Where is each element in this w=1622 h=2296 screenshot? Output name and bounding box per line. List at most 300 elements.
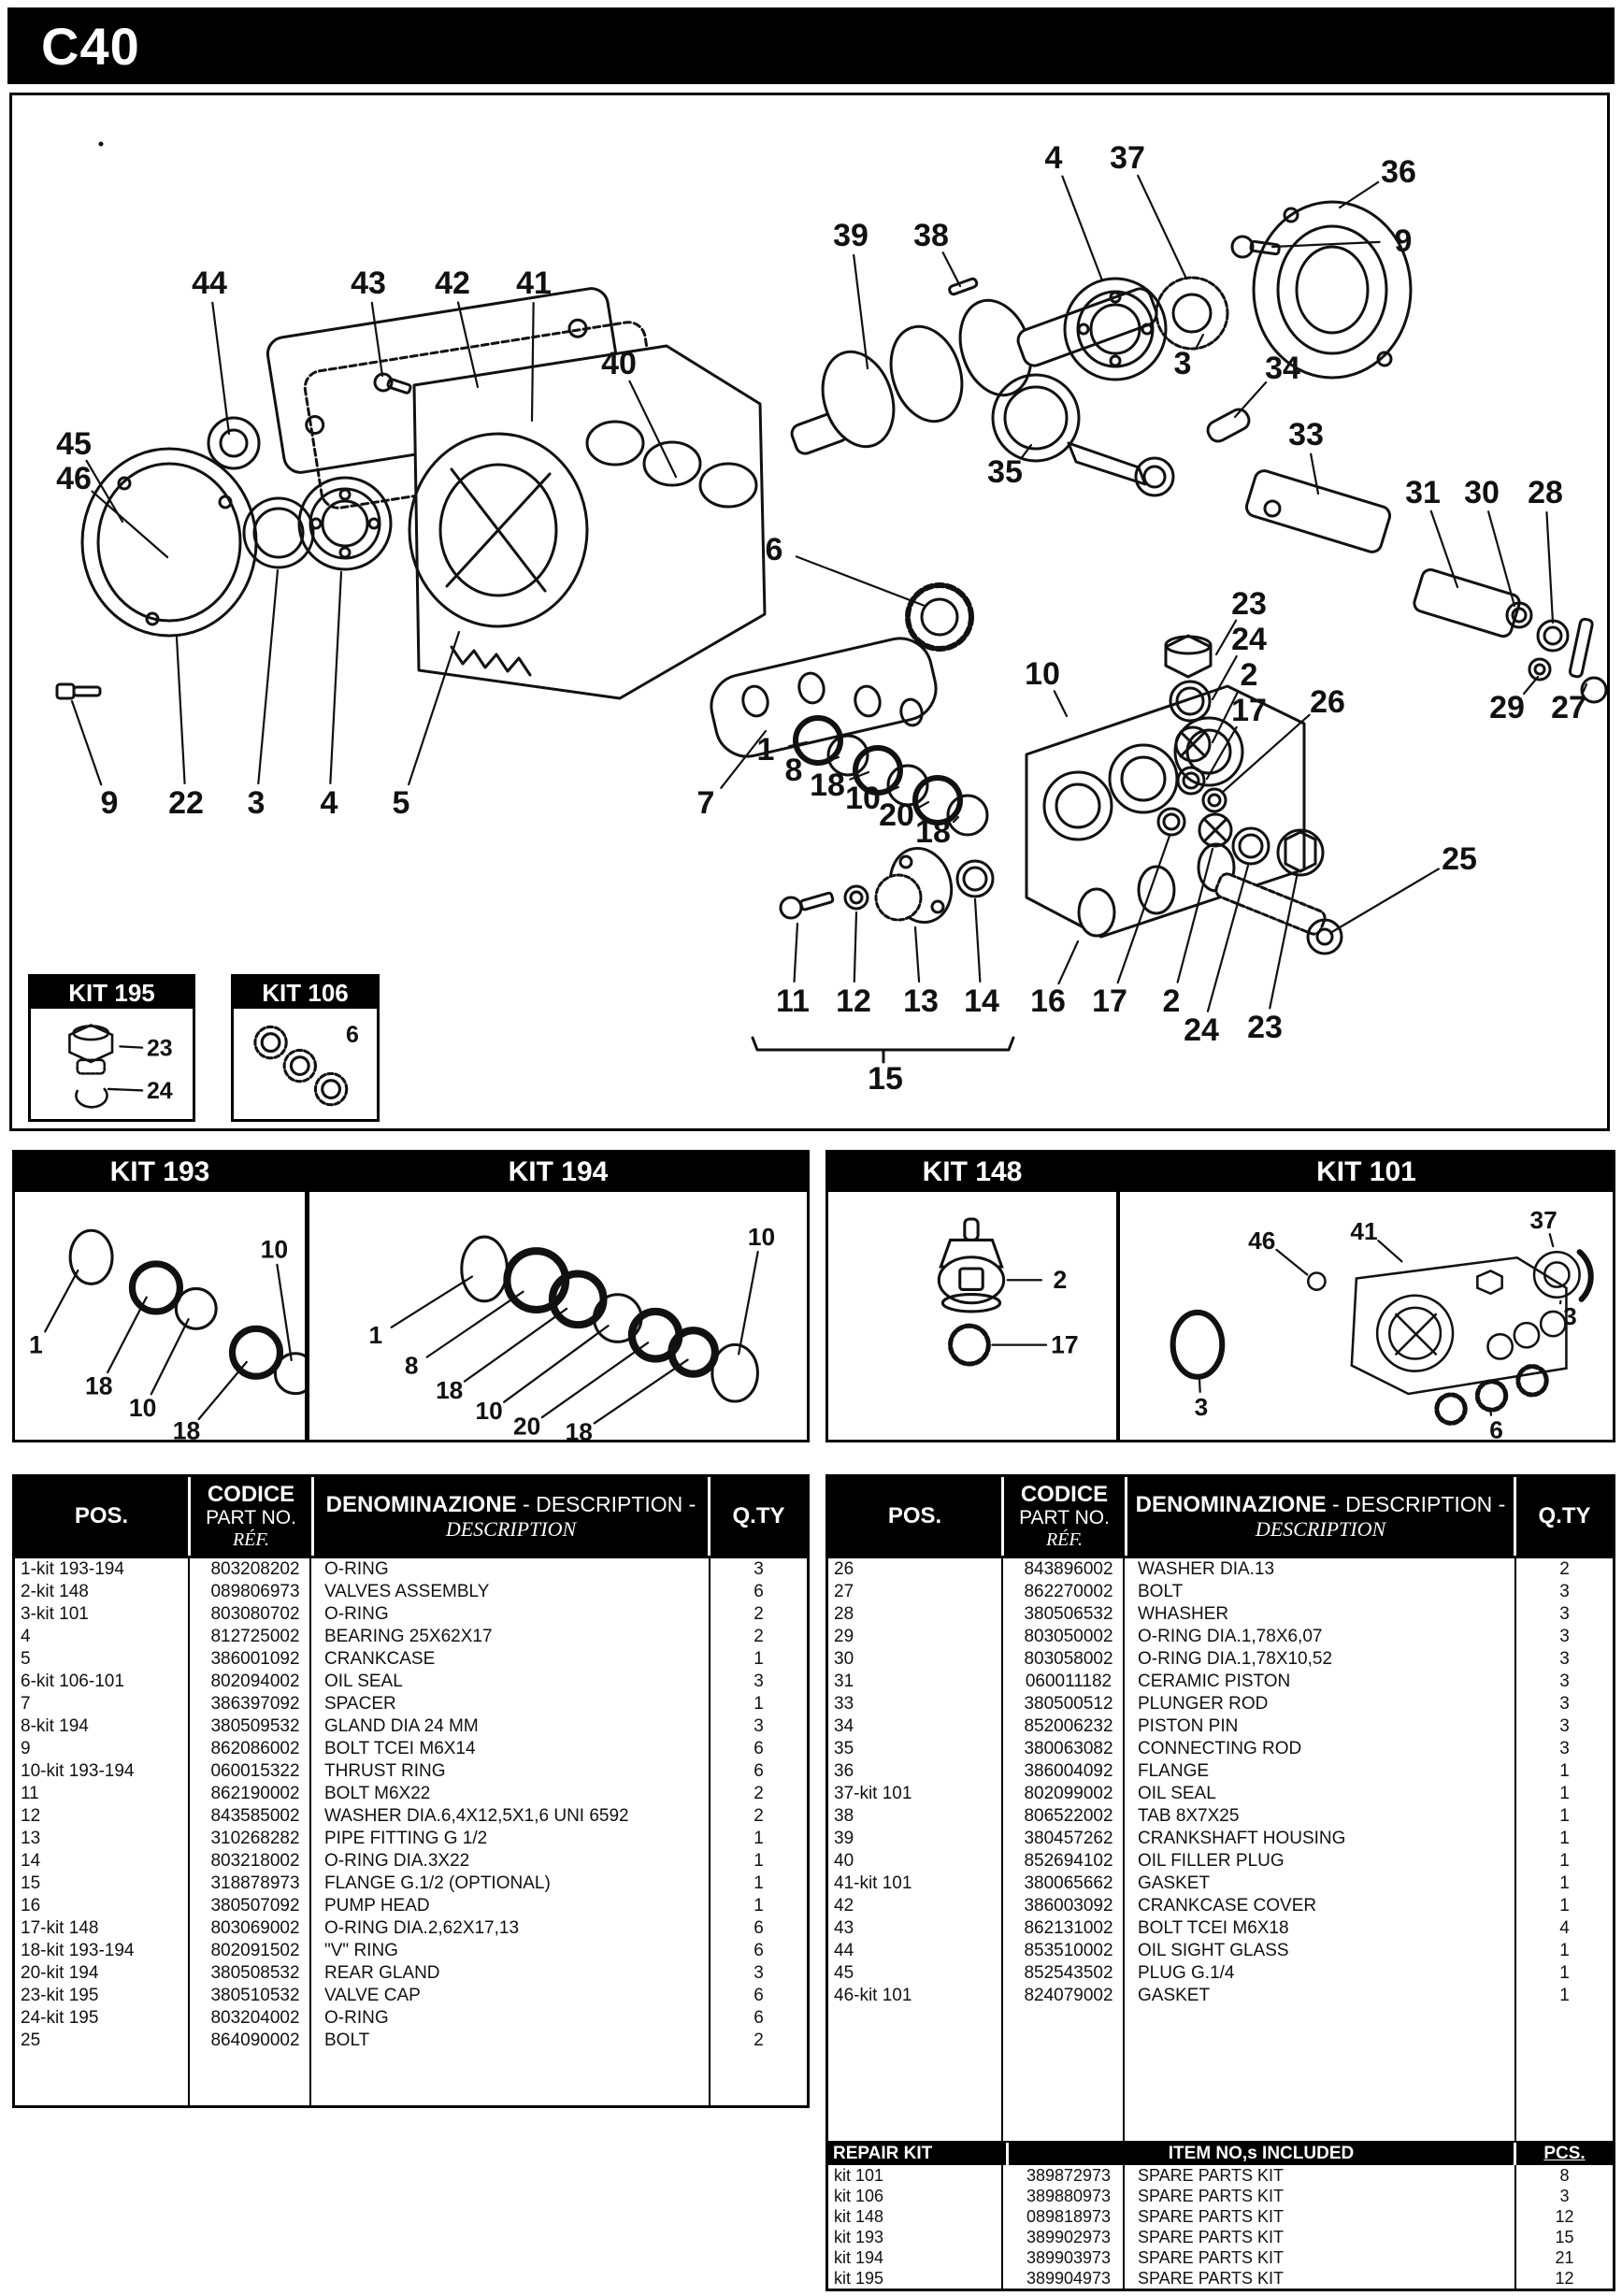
- callout-leader: [1197, 335, 1203, 348]
- part-callout-3: 3: [1173, 346, 1192, 381]
- table-row: [15, 1805, 807, 1828]
- part-callout-23: 23: [1231, 586, 1267, 622]
- table-row: [828, 1962, 1613, 1985]
- oil-sight-glass-drawing: [208, 418, 259, 468]
- table-cell: 803204002: [210, 2008, 300, 2028]
- table-cell: 2: [754, 2031, 764, 2050]
- table-row: [828, 1850, 1613, 1873]
- table-cell: PISTON PIN: [1138, 1716, 1239, 1736]
- table-cell: O-RING DIA.1,78X6,07: [1138, 1627, 1323, 1646]
- table-cell: kit 101: [834, 2165, 884, 2185]
- table-cell: PIPE FITTING G 1/2: [324, 1829, 488, 1848]
- table-cell: SPARE PARTS KIT: [1138, 2186, 1285, 2205]
- table-cell: 27: [834, 1582, 854, 1601]
- part-callout-29: 29: [1489, 690, 1525, 725]
- ceramic-piston-drawing: [1413, 567, 1522, 639]
- part-callout-26: 26: [1310, 684, 1345, 720]
- repair-kit-rows: [828, 2165, 1613, 2289]
- table-cell: 380065662: [1024, 1873, 1113, 1893]
- table-cell: 803069002: [210, 1918, 300, 1938]
- table-row: [15, 2007, 807, 2030]
- table-cell: 852006232: [1024, 1716, 1113, 1736]
- piston-pin-drawing: [1205, 406, 1253, 444]
- table-cell: OIL FILLER PLUG: [1138, 1851, 1285, 1871]
- table-cell: 389903973: [1026, 2247, 1112, 2267]
- part-callout-8: 8: [404, 1351, 419, 1380]
- table-cell: FLANGE G.1/2 (OPTIONAL): [324, 1873, 551, 1893]
- callout-leader: [108, 1298, 147, 1372]
- part-callout-34: 34: [1265, 351, 1300, 386]
- table-cell: 20-kit 194: [21, 1963, 99, 1983]
- part-callout-27: 27: [1551, 690, 1586, 725]
- table-cell: 862086002: [210, 1739, 300, 1758]
- table-cell: O-RING: [324, 1559, 389, 1579]
- table-cell: 1: [1559, 1806, 1570, 1826]
- part-callout-1: 1: [29, 1330, 43, 1359]
- part-callout-4: 4: [1044, 140, 1063, 176]
- part-callout-10: 10: [475, 1397, 503, 1426]
- table-cell: SPARE PARTS KIT: [1138, 2247, 1285, 2267]
- table-row: [828, 2247, 1613, 2268]
- part-callout-12: 12: [836, 983, 871, 1019]
- table-row: [15, 1603, 807, 1626]
- table-cell: 3: [1559, 1672, 1570, 1691]
- part-callout-7: 7: [696, 785, 715, 821]
- table-cell: 4: [1559, 1918, 1570, 1938]
- table-cell: 2: [754, 1806, 764, 1826]
- table-row: [15, 1850, 807, 1873]
- table-cell: 39: [834, 1829, 854, 1848]
- table-cell: 45: [834, 1963, 854, 1983]
- part-callout-20: 20: [513, 1412, 541, 1440]
- table-cell: 060011182: [1025, 1672, 1112, 1691]
- part-callout-10: 10: [128, 1393, 157, 1422]
- table-cell: O-RING DIA.3X22: [324, 1851, 470, 1871]
- callout-leader: [120, 1046, 142, 1047]
- table-row: [828, 1828, 1613, 1850]
- part-callout-18: 18: [84, 1371, 113, 1400]
- part-callout-24: 24: [1231, 622, 1267, 657]
- part-callout-28: 28: [1528, 475, 1563, 510]
- part-callout-2: 2: [1240, 657, 1258, 693]
- table-row: [828, 2165, 1613, 2186]
- table-cell: 12: [21, 1806, 41, 1826]
- table-cell: kit 193: [834, 2227, 884, 2246]
- part-callout-23: 23: [1247, 1010, 1283, 1045]
- table-cell: O-RING: [324, 2008, 389, 2028]
- parts-rows-left: [15, 1558, 807, 2052]
- table-cell: CERAMIC PISTON: [1138, 1672, 1291, 1691]
- table-cell: 6: [754, 2008, 764, 2028]
- table-cell: 386397092: [210, 1694, 300, 1714]
- table-cell: 3: [1559, 1739, 1570, 1758]
- col-code: CODICE PART NO. RÉF.: [191, 1477, 311, 1556]
- table-cell: 802091502: [210, 1941, 300, 1960]
- stray-dot: [99, 142, 104, 147]
- table-cell: 7: [21, 1694, 31, 1714]
- part-callout-1: 1: [368, 1321, 383, 1350]
- table-cell: 17-kit 148: [21, 1918, 99, 1938]
- table-cell: 803218002: [210, 1851, 300, 1871]
- part-callout-31: 31: [1405, 475, 1441, 510]
- col-pos: POS.: [15, 1477, 188, 1556]
- table-row: [828, 1626, 1613, 1648]
- kit-195-title: KIT 195: [31, 977, 193, 1009]
- crankcase-drawing: [409, 346, 765, 698]
- kit-194-drawing: [309, 1192, 807, 1440]
- table-cell: kit 195: [834, 2268, 884, 2288]
- callout-leader: [1277, 1250, 1308, 1275]
- table-cell: 3: [1559, 1649, 1570, 1669]
- table-row: [828, 1760, 1613, 1783]
- table-cell: FLANGE: [1138, 1761, 1210, 1781]
- callout-leader: [919, 802, 928, 808]
- table-cell: CRANKSHAFT HOUSING: [1138, 1829, 1346, 1848]
- table-row: [828, 1895, 1613, 1917]
- table-cell: 16: [21, 1896, 41, 1916]
- table-cell: 852694102: [1024, 1851, 1113, 1871]
- part-callout-46: 46: [56, 461, 92, 496]
- part-callout-14: 14: [964, 983, 999, 1019]
- parts-table-right: [825, 1474, 1615, 2291]
- table-cell: 35: [834, 1739, 854, 1758]
- table-row: [828, 1693, 1613, 1715]
- table-cell: PUMP HEAD: [324, 1896, 430, 1916]
- table-cell: 3: [1559, 1694, 1570, 1714]
- kit-106-drawing: [234, 1009, 377, 1119]
- table-row: [828, 1715, 1613, 1738]
- part-callout-30: 30: [1464, 475, 1500, 510]
- callout-leader: [1235, 382, 1266, 417]
- col-qty: Q.TY: [1516, 1477, 1613, 1556]
- table-cell: 389880973: [1026, 2186, 1112, 2205]
- table-cell: 2: [754, 1604, 764, 1624]
- table-cell: BEARING 25X62X17: [324, 1627, 493, 1646]
- table-cell: 9: [21, 1739, 31, 1758]
- callout-leader: [795, 924, 797, 982]
- table-cell: 13: [21, 1829, 41, 1848]
- table-row: [15, 1648, 807, 1671]
- table-cell: 41-kit 101: [834, 1873, 912, 1893]
- table-cell: 1: [1559, 1851, 1570, 1871]
- bolt-9-left-drawing: [57, 684, 100, 698]
- kit-193-box: [12, 1150, 308, 1442]
- part-callout-44: 44: [192, 265, 227, 301]
- table-cell: 44: [834, 1941, 854, 1960]
- table-row: [828, 1940, 1613, 1962]
- table-row: [15, 1558, 807, 1581]
- table-cell: 386001092: [210, 1649, 300, 1669]
- part-callout-6: 6: [1489, 1415, 1503, 1440]
- table-cell: SPACER: [324, 1694, 396, 1714]
- part-callout-18: 18: [565, 1417, 593, 1440]
- table-cell: 1: [754, 1649, 764, 1669]
- table-cell: 2: [754, 1784, 764, 1803]
- callout-leader: [1138, 176, 1186, 279]
- table-cell: 2: [754, 1627, 764, 1646]
- table-cell: 6: [754, 1761, 764, 1781]
- table-cell: 1: [1559, 1829, 1570, 1848]
- table-cell: 1: [1559, 1941, 1570, 1960]
- part-callout-3: 3: [1194, 1393, 1209, 1422]
- table-row: [828, 1805, 1613, 1828]
- table-row: [828, 1783, 1613, 1805]
- table-row: [15, 1671, 807, 1693]
- part-callout-35: 35: [987, 454, 1023, 490]
- part-callout-11: 11: [776, 983, 810, 1019]
- callout-leader: [72, 701, 101, 784]
- part-callout-23: 23: [146, 1035, 173, 1062]
- callout-leader: [1330, 868, 1439, 933]
- washer-29-drawing: [1529, 659, 1550, 680]
- table-cell: GASKET: [1138, 1986, 1211, 2005]
- callout-leader: [45, 1270, 78, 1331]
- part-callout-38: 38: [913, 218, 949, 253]
- table-cell: 1: [1559, 1963, 1570, 1983]
- part-callout-18: 18: [172, 1416, 201, 1440]
- table-cell: BOLT TCEI M6X18: [1138, 1918, 1289, 1938]
- table-cell: 40: [834, 1851, 854, 1871]
- table-cell: 3: [1559, 1627, 1570, 1646]
- table-row: [828, 2186, 1613, 2206]
- table-cell: 1: [754, 1694, 764, 1714]
- table-cell: 29: [834, 1627, 854, 1646]
- table-cell: 389872973: [1026, 2165, 1112, 2185]
- callout-leader: [504, 1326, 608, 1402]
- part-callout-37: 37: [1110, 140, 1145, 176]
- kit-148-box: [825, 1150, 1119, 1442]
- kit-101-title: KIT 101: [1120, 1153, 1613, 1192]
- part-callout-10: 10: [260, 1235, 289, 1264]
- col-code: CODICE PART NO. RÉF.: [1004, 1477, 1125, 1556]
- callout-leader: [542, 1342, 648, 1417]
- part-callout-36: 36: [1381, 154, 1416, 190]
- table-cell: 37-kit 101: [834, 1784, 912, 1803]
- table-cell: 31: [834, 1672, 854, 1691]
- callout-leader: [465, 1309, 567, 1382]
- part-callout-16: 16: [1030, 983, 1066, 1019]
- table-cell: kit 194: [834, 2247, 884, 2267]
- table-cell: 380500512: [1024, 1694, 1113, 1714]
- part-callout-4: 4: [320, 785, 338, 821]
- table-cell: 43: [834, 1918, 854, 1938]
- part-callout-17: 17: [1231, 693, 1267, 728]
- table-cell: 3: [754, 1672, 764, 1691]
- table-row: [15, 1962, 807, 1985]
- pcs-col: PCS.: [1516, 2143, 1613, 2165]
- oil-seal-37-drawing: [1156, 278, 1227, 349]
- callout-leader: [854, 912, 856, 982]
- table-cell: WHASHER: [1138, 1604, 1229, 1624]
- table-cell: 852543502: [1024, 1963, 1113, 1983]
- table-row: [828, 1917, 1613, 1940]
- table-cell: SPARE PARTS KIT: [1138, 2206, 1285, 2226]
- crankshaft-drawing: [789, 278, 1159, 456]
- table-cell: 25: [21, 2031, 41, 2050]
- table-cell: 28: [834, 1604, 854, 1624]
- table-cell: 803080702: [210, 1604, 300, 1624]
- part-callout-8: 8: [784, 753, 803, 788]
- table-cell: 15: [1555, 2227, 1574, 2246]
- table-cell: SPARE PARTS KIT: [1138, 2227, 1285, 2246]
- part-callout-24: 24: [1184, 1012, 1219, 1048]
- table-cell: 380506532: [1024, 1604, 1113, 1624]
- table-cell: 060015322: [210, 1761, 300, 1781]
- callout-leader: [1055, 691, 1067, 716]
- table-row: [15, 1985, 807, 2007]
- table-row: [15, 1917, 807, 1940]
- part-callout-2: 2: [1162, 983, 1181, 1019]
- table-cell: 843585002: [210, 1806, 300, 1826]
- callout-leader: [1340, 182, 1378, 208]
- table-cell: SPARE PARTS KIT: [1138, 2268, 1285, 2288]
- table-cell: 46-kit 101: [834, 1986, 912, 2005]
- part-callout-17: 17: [1051, 1330, 1079, 1359]
- table-cell: 380508532: [210, 1963, 300, 1983]
- table-cell: 23-kit 195: [21, 1986, 99, 2005]
- callout-leader: [1550, 1234, 1553, 1246]
- table-row: [828, 1558, 1613, 1581]
- table-cell: 380507092: [210, 1896, 300, 1916]
- part-callout-40: 40: [601, 346, 637, 381]
- callout-leader: [915, 927, 919, 982]
- table-cell: 2-kit 148: [21, 1582, 89, 1601]
- callout-leader: [108, 1089, 142, 1090]
- callout-leader: [427, 1292, 524, 1357]
- part-callout-3: 3: [1563, 1302, 1577, 1331]
- col-description: DENOMINAZIONE - DESCRIPTION - DESCRIPTION: [314, 1477, 708, 1556]
- table-row: [15, 1581, 807, 1603]
- table-cell: PLUG G.1/4: [1138, 1963, 1235, 1983]
- table-cell: kit 148: [834, 2206, 884, 2226]
- table-row: [15, 1738, 807, 1760]
- kit-148-title: KIT 148: [828, 1153, 1116, 1192]
- table-cell: 11: [21, 1784, 39, 1803]
- callout-leader: [1546, 512, 1553, 623]
- table-cell: VALVES ASSEMBLY: [324, 1582, 490, 1601]
- part-callout-17: 17: [1092, 983, 1127, 1019]
- table-cell: 864090002: [210, 2031, 300, 2050]
- repair-kit-header: [828, 2141, 1613, 2165]
- part-callout-13: 13: [903, 983, 939, 1019]
- plunger-rod-drawing: [1244, 468, 1392, 554]
- table-cell: 803208202: [210, 1559, 300, 1579]
- table-cell: 15: [21, 1873, 41, 1893]
- table-cell: 21: [1555, 2247, 1574, 2267]
- table-cell: kit 106: [834, 2186, 884, 2205]
- table-cell: 1: [1559, 1784, 1570, 1803]
- callout-leader: [943, 252, 960, 286]
- table-cell: 6: [754, 1918, 764, 1938]
- table-row: [15, 1828, 807, 1850]
- table-cell: 380457262: [1024, 1829, 1113, 1848]
- table-cell: 380063082: [1024, 1739, 1113, 1758]
- table-cell: BOLT: [324, 2031, 370, 2050]
- table-cell: 1: [754, 1851, 764, 1871]
- kit-194-title: KIT 194: [309, 1153, 807, 1192]
- table-row: [15, 1783, 807, 1805]
- table-cell: 380509532: [210, 1716, 300, 1736]
- table-cell: 862270002: [1024, 1582, 1113, 1601]
- table-cell: CRANKCASE COVER: [1138, 1896, 1317, 1916]
- parts-table-left: [12, 1474, 810, 2108]
- part-callout-20: 20: [879, 797, 914, 833]
- callout-leader: [258, 570, 278, 783]
- table-row: [828, 1985, 1613, 2007]
- table-cell: 1: [754, 1873, 764, 1893]
- table-cell: 310268282: [210, 1829, 300, 1848]
- callout-leader: [177, 638, 185, 783]
- part-callout-41: 41: [516, 265, 552, 301]
- table-cell: 18-kit 193-194: [21, 1941, 135, 1960]
- part-callout-10: 10: [747, 1223, 776, 1252]
- callout-leader: [595, 1360, 688, 1424]
- oil-seal-6-drawing: [908, 585, 971, 649]
- table-cell: BOLT: [1138, 1582, 1184, 1601]
- title-bar: [7, 7, 1615, 84]
- table-row: [15, 1626, 807, 1648]
- table-row: [828, 2206, 1613, 2227]
- table-cell: 1: [754, 1896, 764, 1916]
- part-callout-5: 5: [392, 785, 410, 821]
- table-cell: 3: [1559, 2186, 1570, 2205]
- table-cell: CRANKCASE: [324, 1649, 436, 1669]
- table-row: [828, 1738, 1613, 1760]
- part-callout-15: 15: [868, 1061, 903, 1097]
- table-cell: PLUNGER ROD: [1138, 1694, 1269, 1714]
- part-callout-22: 22: [168, 785, 204, 821]
- table-cell: 6: [754, 1986, 764, 2005]
- part-callout-3: 3: [247, 785, 266, 821]
- table-cell: 318878973: [210, 1873, 300, 1893]
- part-callout-41: 41: [1350, 1216, 1378, 1245]
- col-pos: POS.: [828, 1477, 1001, 1556]
- kit-148-drawing: [828, 1192, 1116, 1440]
- col-description: DENOMINAZIONE - DESCRIPTION - DESCRIPTION: [1127, 1477, 1514, 1556]
- table-cell: 2: [1559, 1559, 1570, 1579]
- table-cell: 38: [834, 1806, 854, 1826]
- part-callout-25: 25: [1442, 841, 1477, 877]
- table-cell: VALVE CAP: [324, 1986, 421, 2005]
- table-row: [15, 1760, 807, 1783]
- table-row: [828, 1581, 1613, 1603]
- callout-leader: [975, 899, 980, 982]
- part-callout-10: 10: [845, 781, 881, 816]
- col-qty: Q.TY: [711, 1477, 807, 1556]
- table-cell: 1: [754, 1829, 764, 1848]
- table-cell: OIL SEAL: [1138, 1784, 1216, 1803]
- table-cell: 6-kit 106-101: [21, 1672, 124, 1691]
- table-cell: 3: [754, 1963, 764, 1983]
- callout-leader: [1199, 1379, 1200, 1392]
- table-cell: TAB 8X7X25: [1138, 1806, 1240, 1826]
- table-cell: 812725002: [210, 1627, 300, 1646]
- part-callout-18: 18: [915, 814, 951, 850]
- table-cell: REAR GLAND: [324, 1963, 440, 1983]
- table-cell: 3: [1559, 1582, 1570, 1601]
- table-row: [15, 2030, 807, 2052]
- table-cell: 14: [21, 1851, 41, 1871]
- part-callout-24: 24: [146, 1078, 173, 1105]
- table-cell: 1: [1559, 1873, 1570, 1893]
- table-cell: 6: [754, 1941, 764, 1960]
- table-cell: 862190002: [210, 1784, 300, 1803]
- part-callout-42: 42: [435, 265, 470, 301]
- kit-101-box: [1117, 1150, 1615, 1442]
- table-cell: OIL SEAL: [324, 1672, 403, 1691]
- callout-leader: [330, 572, 341, 783]
- part-callout-18: 18: [436, 1375, 464, 1404]
